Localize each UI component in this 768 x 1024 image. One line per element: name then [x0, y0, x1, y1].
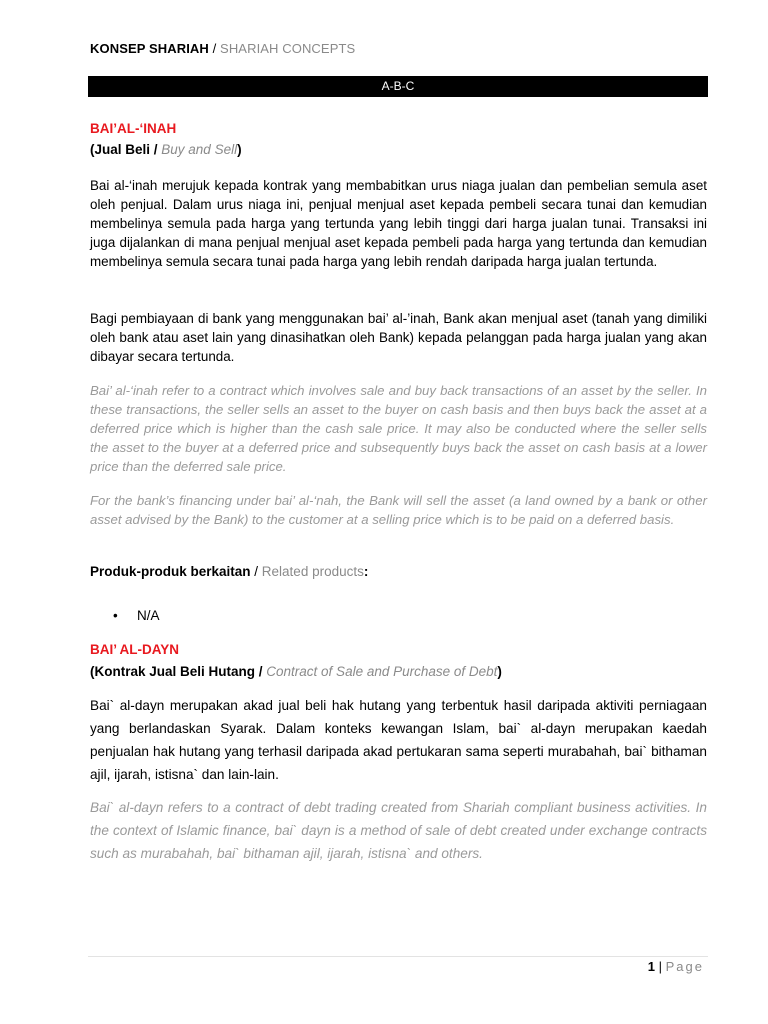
subtitle-open: ( — [90, 664, 95, 679]
entry-subtitle — [90, 664, 502, 679]
paragraph-english: Bai’ al-‘inah refer to a contract which involves sale and buy back transactions of an asset by the seller. In these transactions, the seller sells an asset to the buyer on cash basis and then buys back the asset at a deferred price which is higher than the cash sale price. It may also be conducted where the seller sells the asset to the buyer at a deferred price and subsequently buys back the asset on cash basis at a lower price than the deferred sale price. — [90, 383, 707, 474]
footer-separator: | — [655, 959, 666, 974]
section-bar: A-B-C — [88, 76, 708, 97]
entry-subtitle — [90, 142, 242, 157]
related-products-label — [90, 564, 368, 579]
related-separator: / — [250, 564, 262, 579]
paragraph-malay: Bai` al-dayn merupakan akad jual beli hak hutang yang terbentuk hasil daripada aktiviti perniagaan yang berlandaskan Syarak. Dalam konteks kewangan Islam, bai` al-dayn merupakan kaedah penjualan hak hutang yang terhasil daripada akad pertukaran sama seperti murabahah, bai` bithaman ajil, ijarah, istisna` dan lain-lain. — [90, 698, 707, 782]
list-item — [113, 608, 160, 623]
paragraph-malay: Bagi pembiayaan di bank yang menggunakan bai’ al-’inah, Bank akan menjual aset (tanah yang dimiliki oleh bank atau aset lain yang dinasihatkan oleh Bank) kepada pelanggan pada harga jualan yang akan dibayar secara tertunda. — [90, 311, 707, 364]
running-header — [90, 41, 355, 56]
subtitle-close: ) — [497, 664, 502, 679]
page-number: 1 — [647, 959, 656, 974]
header-malay: KONSEP SHARIAH — [90, 41, 209, 56]
footer-divider — [88, 956, 708, 957]
bullet-icon: • — [113, 608, 118, 623]
related-label-english: Related products — [261, 564, 364, 579]
paragraph-malay: Bai al-‘inah merujuk kepada kontrak yang membabitkan urus niaga jualan dan pembelian semula aset oleh penjual. Dalam urus niaga ini, penjual menjual aset kepada pembeli secara tunai dan kemudian membelinya semula pada harga yang tertunda yang lebih tinggi dari harga jualan tunai. Transaksi ini juga dijalankan di mana penjual menjual aset kepada pembeli pada harga yang tertunda dan kemudian membelinya semula secara tunai pada harga yang lebih rendah daripada harga jualan tertunda. — [90, 178, 707, 269]
header-separator: / — [208, 41, 221, 56]
related-colon: : — [363, 564, 369, 579]
subtitle-close: ) — [237, 142, 242, 157]
page-label: Page — [665, 959, 704, 974]
paragraph-english: For the bank’s financing under bai’ al-‘nah, the Bank will sell the asset (a land owned by a bank or other asset advised by the Bank) to the customer at a selling price which is to be paid on a deferred basis. — [90, 493, 707, 527]
subtitle-english: Buy and Sell — [161, 142, 238, 157]
entry-title: BAI’ AL-DAYN — [90, 642, 180, 657]
related-label-malay: Produk-produk berkaitan — [90, 564, 251, 579]
page-footer — [648, 959, 704, 974]
subtitle-malay: Kontrak Jual Beli Hutang / — [94, 664, 267, 679]
subtitle-english: Contract of Sale and Purchase of Debt — [266, 664, 498, 679]
header-english: SHARIAH CONCEPTS — [220, 41, 356, 56]
subtitle-open: ( — [90, 142, 95, 157]
entry-title: BAI’AL-‘INAH — [90, 121, 177, 136]
paragraph-english: Bai` al-dayn refers to a contract of debt trading created from Shariah compliant business activities. In the context of Islamic finance, bai` dayn is a method of sale of debt created under exchange contracts such as murabahah, bai` bithaman ajil, ijarah, istisna` and others. — [90, 800, 707, 861]
subtitle-malay: Jual Beli / — [94, 142, 162, 157]
list-item-text: N/A — [137, 608, 160, 623]
